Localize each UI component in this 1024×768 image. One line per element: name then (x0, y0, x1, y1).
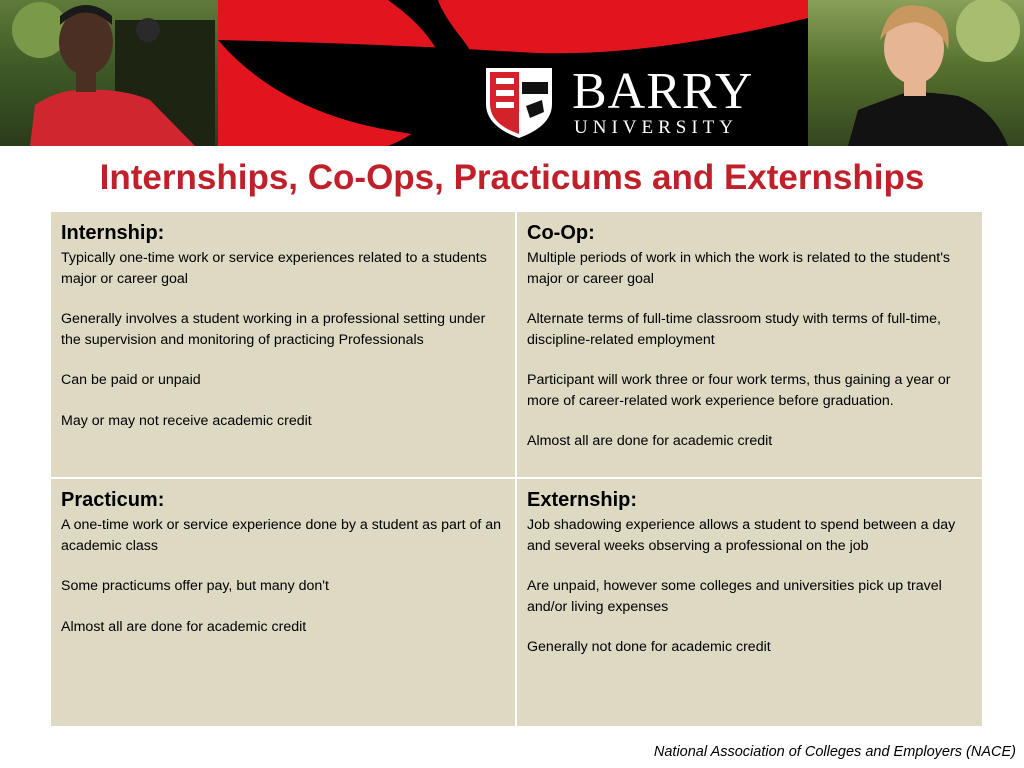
logo-subtitle: UNIVERSITY (574, 117, 738, 138)
student-photo-right (808, 0, 1024, 146)
source-citation: National Association of Colleges and Employers (NACE) (653, 744, 1016, 760)
practicum-point: Some practicums offer pay, but many don't (61, 578, 329, 594)
header-banner (0, 0, 1024, 146)
externship-heading: Externship: (527, 489, 638, 511)
coop-point: Participant will work three or four work terms, thus gaining a year or more of career-related work experience before graduation. (527, 372, 951, 409)
coop-cell (517, 212, 982, 477)
shield-crest-icon (484, 64, 554, 140)
coop-point: Multiple periods of work in which the work is related to the student's major or career goal (527, 250, 951, 287)
barry-university-logo (484, 64, 804, 144)
practicum-point: A one-time work or service experience done by a student as part of an academic class (61, 517, 502, 554)
internship-cell (51, 212, 515, 477)
practicum-cell (51, 479, 515, 726)
internship-point: Typically one-time work or service experiences related to a students major or career goal (61, 250, 487, 287)
student-photo-left (0, 0, 218, 146)
coop-heading: Co-Op: (527, 222, 595, 244)
internship-heading: Internship: (61, 222, 165, 244)
internship-point: Generally involves a student working in a professional setting under the supervision and monitoring of practicing Professionals (61, 311, 486, 348)
slide-title: Internships, Co-Ops, Practicums and Externships (99, 158, 925, 197)
internship-point: May or may not receive academic credit (61, 412, 312, 429)
logo-wordmark: BARRY (572, 63, 754, 120)
comparison-table (51, 212, 982, 726)
externship-point: Are unpaid, however some colleges and universities pick up travel and/or living expenses (527, 578, 942, 615)
externship-cell (517, 479, 982, 726)
practicum-heading: Practicum: (61, 489, 165, 511)
coop-point: Alternate terms of full-time classroom study with terms of full-time, discipline-related employment (527, 311, 941, 348)
coop-point: Almost all are done for academic credit (527, 433, 773, 449)
internship-point: Can be paid or unpaid (61, 372, 201, 388)
practicum-point: Almost all are done for academic credit (61, 618, 307, 635)
externship-point: Generally not done for academic credit (527, 639, 771, 655)
externship-point: Job shadowing experience allows a student to spend between a day and several weeks observing a professional on the job (527, 517, 956, 554)
